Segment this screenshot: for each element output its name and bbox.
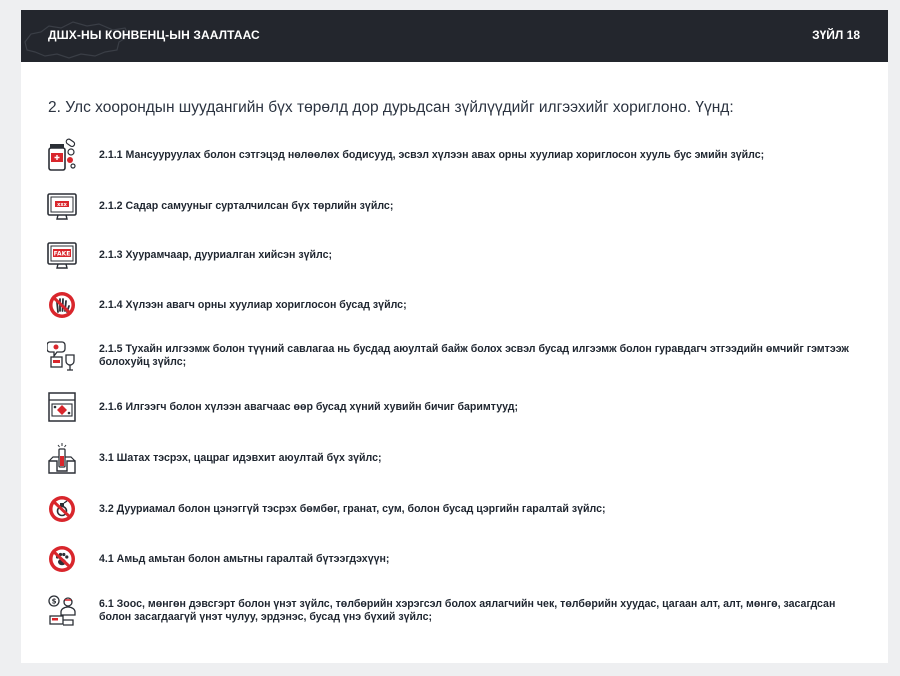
item-text: 2.1.2 Садар самууныг сурталчилсан бүх төрлийн зүйлс; <box>99 199 394 212</box>
list-item <box>46 288 407 322</box>
personal-documents-icon <box>47 390 77 424</box>
item-text: 3.1 Шатах тэсрэх, цацраг идэвхит аюултай бүх зүйлс; <box>99 451 382 464</box>
item-text: 2.1.5 Тухайн илгээмж болон түүний савлагаа нь бусдад аюултай байж болох эсвэл бусад илгээмж болон гуравдагч этгээдийн өмчийг гэмтээж болохуйц зүйлс; <box>99 343 849 368</box>
svg-text:$: $ <box>51 597 57 606</box>
page-header <box>21 10 888 62</box>
list-item <box>46 138 764 172</box>
adult-content-monitor-icon <box>47 189 77 223</box>
item-text: 2.1.1 Мансууруулах болон сэтгэцэд нөлөөлөх бодисууд, эсвэл хүлээн авах орны хуулиар хориглосон хууль бус эмийн зүйлс; <box>99 148 765 161</box>
money-valuables-icon <box>47 594 77 628</box>
svg-text:xxx: xxx <box>57 201 67 208</box>
list-item <box>46 542 389 576</box>
no-weapons-icon <box>47 492 77 526</box>
item-text: 3.2 Дууриамал болон цэнэггүй тэсрэх бөмбөг, гранат, сум, болон бусад цэргийн гаралтай зүйлс; <box>99 502 606 515</box>
intro-paragraph: 2. Улс хоорондын шуудангийн бүх төрөлд дор дурьдсан зүйлүүдийг илгээхийг хориглоно. Үүнд: <box>48 99 734 116</box>
fake-monitor-icon <box>47 238 77 272</box>
content-card <box>21 10 888 663</box>
article-number: ЗҮЙЛ 18 <box>812 28 860 42</box>
item-text: 2.1.6 Илгээгч болон хүлээн авагчаас өөр бусад хүний хувийн бичиг баримтууд; <box>99 400 518 413</box>
list-item <box>46 492 606 526</box>
header-title: ДШХ-НЫ КОНВЕНЦ-ЫН ЗААЛТААС <box>48 28 260 42</box>
explosive-box-icon <box>47 441 77 475</box>
item-text: 2.1.3 Хуурамчаар, дууриалган хийсэн зүйлс; <box>99 248 332 261</box>
item-text: 4.1 Амьд амьтан болон амьтны гаралтай бүтээгдэхүүн; <box>99 552 390 565</box>
list-item <box>46 238 332 272</box>
no-animals-icon <box>47 542 77 576</box>
item-text: 2.1.4 Хүлээн авагч орны хуулиар хориглосон бусад зүйлс; <box>99 298 407 311</box>
list-item <box>46 339 866 373</box>
dangerous-parcel-icon <box>47 339 77 373</box>
list-item <box>46 594 866 628</box>
prohibited-hand-icon <box>47 288 77 322</box>
list-item <box>46 189 393 223</box>
list-item <box>46 441 382 475</box>
list-item <box>46 390 518 424</box>
svg-text:FAKE: FAKE <box>53 250 71 258</box>
medicine-icon <box>47 138 77 172</box>
item-text: 6.1 Зоос, мөнгөн дэвсгэрт болон үнэт зүйлс, төлбөрийн хэрэгсэл болох аялагчийн чек, төлбөрийн хуудас, цагаан алт, алт, мөнгө, засагдсан болон засагдаагүй үнэт чулуу, эрдэнэс, бусад үнэ бүхий зүйлс; <box>99 598 836 623</box>
